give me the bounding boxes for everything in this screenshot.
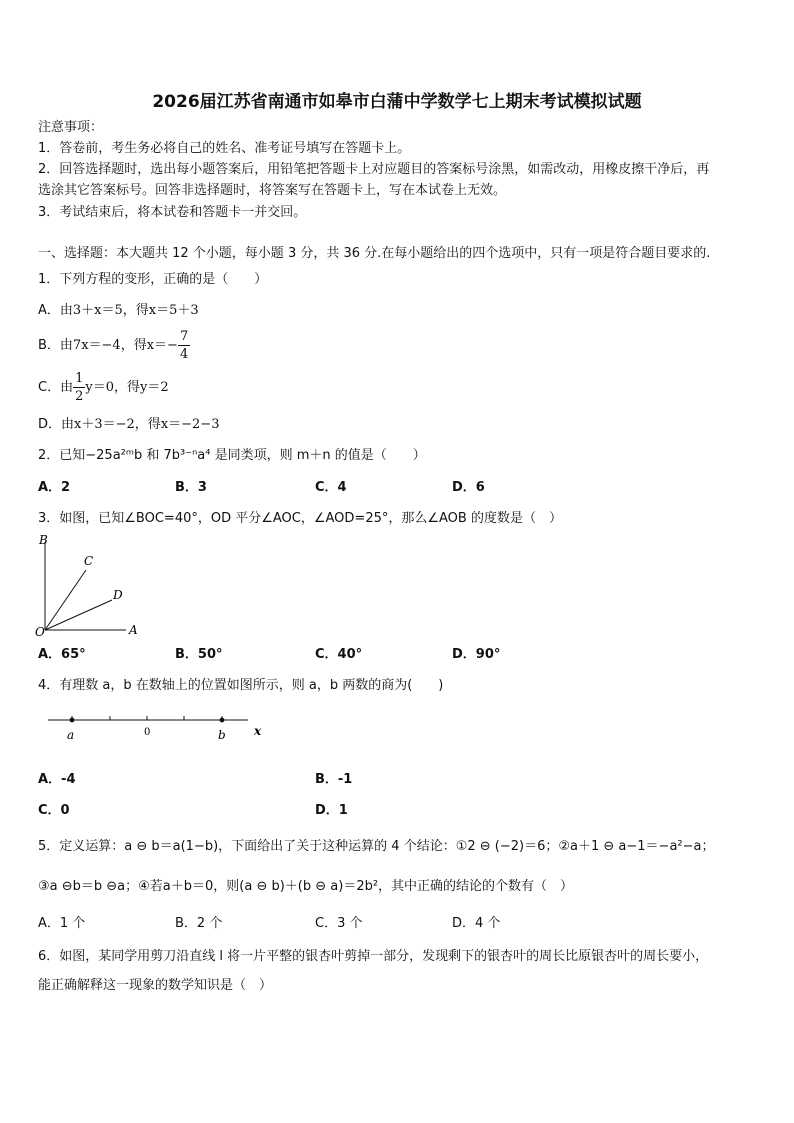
- question-6-line1: 6．如图，某同学用剪刀沿直线 l 将一片平整的银杏叶剪掉一部分，发现剩下的银杏叶的周长比原银杏叶的周长要小，: [38, 949, 709, 964]
- denominator: 2: [75, 389, 84, 404]
- label-c: C: [84, 554, 94, 568]
- notice-heading: 注意事项：: [38, 120, 104, 135]
- q3-option-a: A．65°: [38, 647, 86, 662]
- question-2-stem: 2．已知−25a²ᵐb 和 7b³⁻ⁿa⁴ 是同类项，则 m＋n 的值是（ ）: [38, 448, 426, 463]
- option-label: B．由: [38, 338, 73, 353]
- connector: ，得: [113, 380, 140, 395]
- q5-option-a: A．1 个: [38, 916, 86, 931]
- equation: y＝0: [85, 380, 114, 395]
- label-b: B: [39, 533, 48, 547]
- q1-option-b: [38, 326, 190, 366]
- q4-option-b: B．-1: [315, 772, 353, 787]
- equation: 3＋x＝5: [72, 303, 123, 318]
- q3-option-c: C．40°: [315, 647, 363, 662]
- numerator: 7: [179, 329, 189, 344]
- question-6-line2: 能正确解释这一现象的数学知识是（ ）: [38, 978, 273, 993]
- fraction: [73, 370, 85, 405]
- q4-option-a: A．-4: [38, 772, 76, 787]
- connector: ，得: [134, 417, 161, 432]
- label-a: A: [129, 623, 138, 637]
- label-b: b: [218, 728, 226, 742]
- option-label: A．由: [38, 303, 73, 318]
- q5-option-b: B．2 个: [175, 916, 223, 931]
- question-3-stem: 3．如图，已知∠BOC=40°，OD 平分∠AOC，∠AOD=25°，那么∠AOB 的度数是（ ）: [38, 511, 562, 526]
- question-5-line2: ③a ⊖b＝b ⊖a；④若a＋b＝0，则(a ⊖ b)＋(b ⊖ a)＝2b²，其中正确的结论的个数有（ ）: [38, 879, 574, 894]
- q5-option-d: D．4 个: [452, 916, 501, 931]
- question-1-stem: 1．下列方程的变形，正确的是（ ）: [38, 272, 268, 287]
- q2-option-a: A．2: [38, 480, 71, 495]
- angle-figure: [34, 530, 154, 640]
- result: y＝2: [140, 380, 169, 395]
- label-d: D: [113, 588, 123, 602]
- notice-item: 3．考试结束后，将本试卷和答题卡一并交回。: [38, 205, 307, 220]
- notice-item: 选涂其它答案标号。回答非选择题时，将答案写在答题卡上，写在本试卷上无效。: [38, 183, 507, 198]
- notice-item: 1．答卷前，考生务必将自己的姓名、准考证号填写在答题卡上。: [38, 141, 411, 156]
- q2-option-d: D．6: [452, 480, 485, 495]
- notice-item: 2．回答选择题时，选出每小题答案后，用铅笔把答题卡上对应题目的答案标号涂黑，如需改动，用橡皮擦干净后，再: [38, 162, 710, 177]
- q4-option-d: D．1: [315, 803, 348, 818]
- page-title: 2026届江苏省南通市如皋市白蒲中学数学七上期末考试模拟试题: [152, 92, 642, 112]
- connector: ，得: [122, 303, 149, 318]
- connector: ，得: [120, 338, 147, 353]
- q2-option-c: C．4: [315, 480, 347, 495]
- equation: x＋3＝−2: [74, 417, 135, 432]
- equation: 7x＝−4: [72, 338, 121, 353]
- section-heading: 一、选择题：本大题共 12 个小题，每小题 3 分，共 36 分.在每小题给出的四个选项中，只有一项是符合题目要求的.: [38, 246, 711, 261]
- result: x＝5＋3: [148, 303, 199, 318]
- denominator: 4: [179, 347, 189, 362]
- q2-option-b: B．3: [175, 480, 207, 495]
- question-4-stem: 4．有理数 a，b 在数轴上的位置如图所示，则 a，b 两数的商为( ): [38, 678, 444, 693]
- q5-option-c: C．3 个: [315, 916, 363, 931]
- result: x＝−: [146, 338, 178, 353]
- point-b: [220, 718, 225, 723]
- point-a: [70, 718, 75, 723]
- q3-option-b: B．50°: [175, 647, 223, 662]
- option-label: D．由: [38, 417, 75, 432]
- label-o: O: [35, 625, 45, 639]
- numerator: 1: [75, 371, 84, 386]
- option-label: C．由: [38, 380, 74, 395]
- q4-option-c: C．0: [38, 803, 70, 818]
- question-5-line1: 5．定义运算：a ⊖ b＝a(1−b)，下面给出了关于这种运算的 4 个结论：①2 ⊖ (−2)＝6；②a＋1 ⊖ a−1＝−a²−a；: [38, 839, 715, 854]
- label-a: a: [67, 728, 75, 742]
- label-zero: 0: [144, 727, 151, 738]
- q1-option-c: [38, 368, 169, 408]
- fraction: [178, 328, 190, 363]
- q1-option-d: [38, 417, 219, 433]
- q3-option-d: D．90°: [452, 647, 501, 662]
- result: x＝−2−3: [160, 417, 220, 432]
- number-line: [40, 708, 280, 744]
- q1-option-a: [38, 303, 199, 319]
- label-x: x: [254, 724, 262, 738]
